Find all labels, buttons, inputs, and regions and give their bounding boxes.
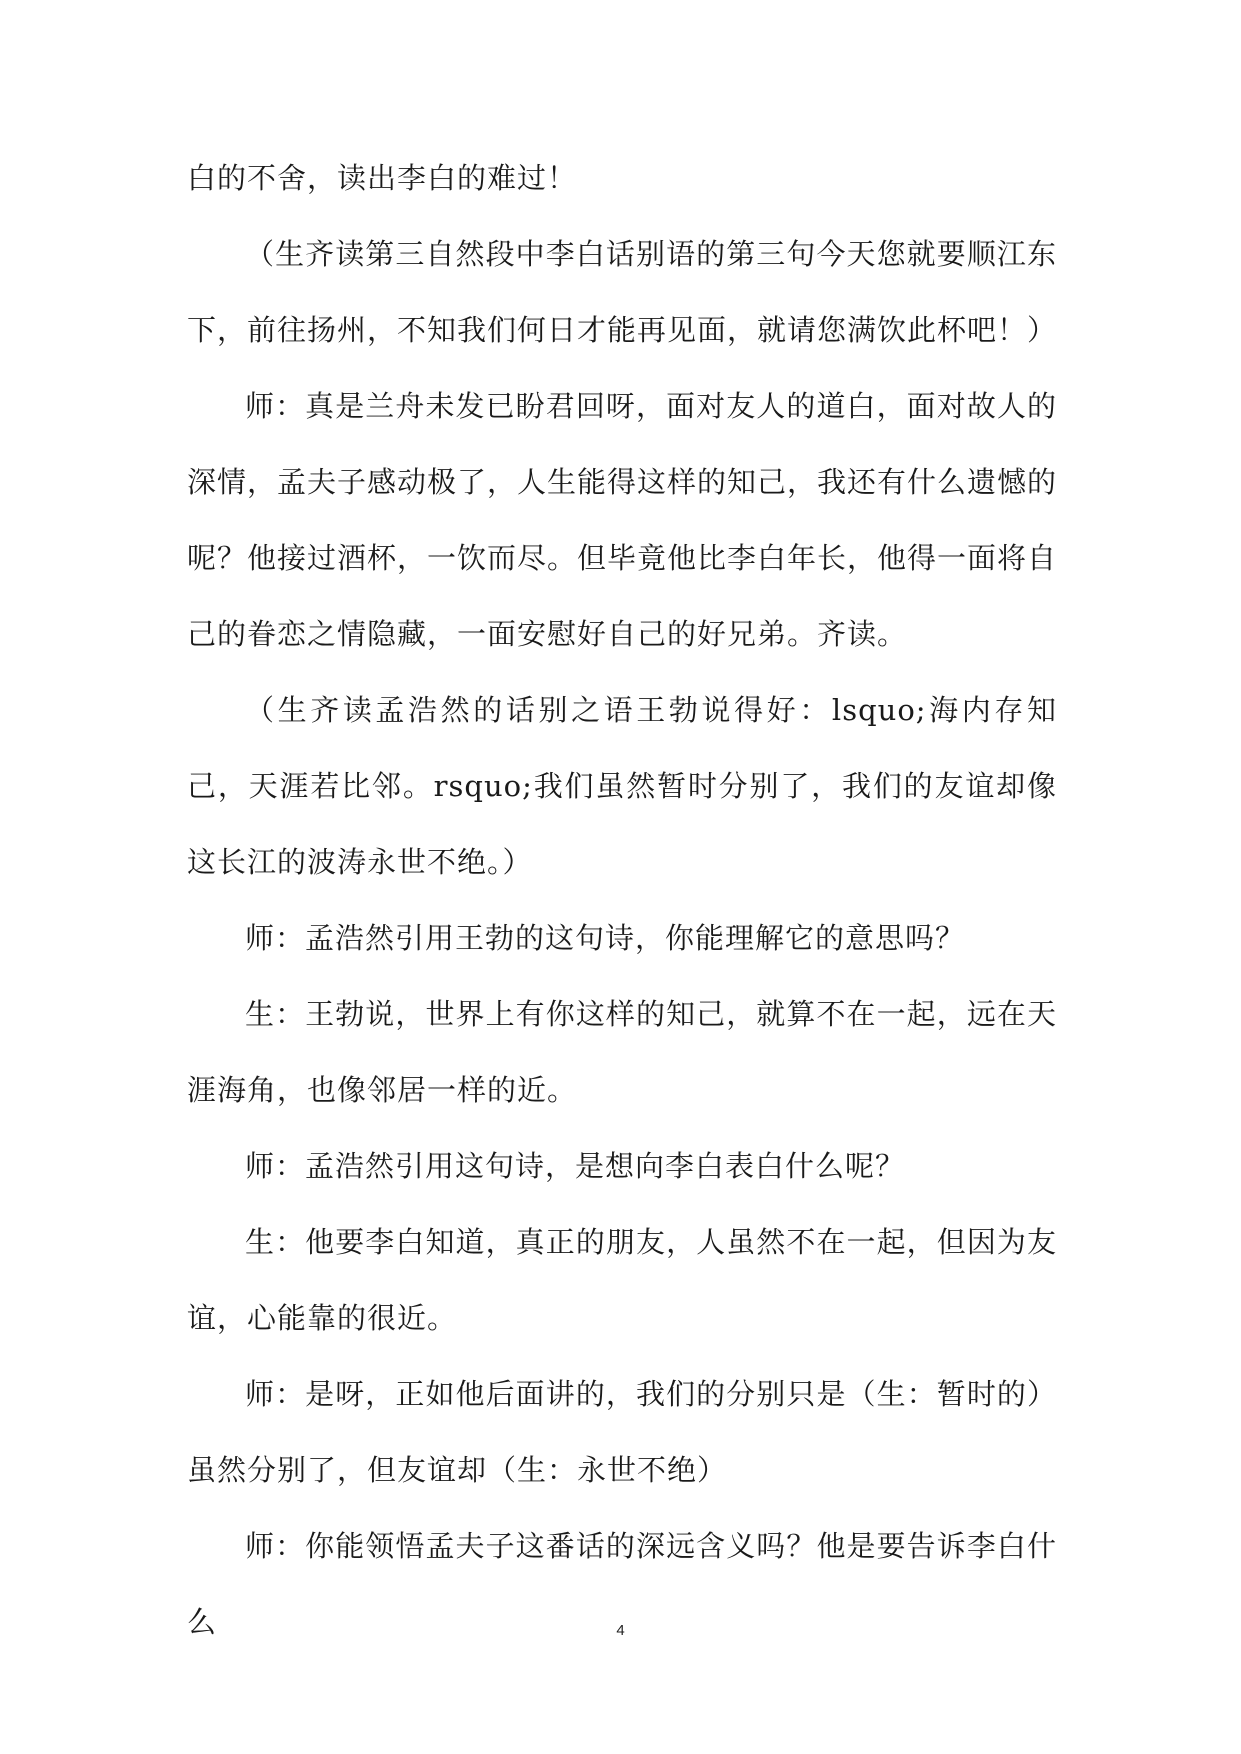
paragraph: （生齐读第三自然段中李白话别语的第三句今天您就要顺江东下，前往扬州，不知我们何日才能再见面，就请您满饮此杯吧！） <box>187 237 1058 347</box>
paragraph: （生齐读孟浩然的话别之语王勃说得好：lsquo;海内存知己，天涯若比邻。rsquo;我们虽然暂时分别了，我们的友谊却像这长江的波涛永世不绝。） <box>187 693 1057 879</box>
paragraph: 生：他要李白知道，真正的朋友，人虽然不在一起，但因为友谊，心能靠的很近。 <box>187 1225 1057 1335</box>
paragraph: 师：孟浩然引用这句诗，是想向李白表白什么呢？ <box>245 1149 906 1183</box>
paragraph: 师：你能领悟孟夫子这番话的深远含义吗？他是要告诉李白什么 <box>187 1529 1057 1639</box>
paragraph: 生：王勃说，世界上有你这样的知己，就算不在一起，远在天涯海角，也像邻居一样的近。 <box>187 997 1057 1107</box>
page-body <box>187 140 1057 1660</box>
paragraph: 师：是呀，正如他后面讲的，我们的分别只是（生：暂时的）虽然分别了，但友谊却（生：永世不绝） <box>187 1377 1057 1487</box>
paragraph: 师：真是兰舟未发已盼君回呀，面对友人的道白，面对故人的深情，孟夫子感动极了，人生能得这样的知己，我还有什么遗憾的呢？他接过酒杯，一饮而尽。但毕竟他比李白年长，他得一面将自己的眷恋之情隐藏，一面安慰好自己的好兄弟。齐读。 <box>187 389 1058 651</box>
paragraph: 白的不舍，读出李白的难过！ <box>187 161 578 195</box>
page-number: 4 <box>616 1622 625 1639</box>
paragraph: 师：孟浩然引用王勃的这句诗，你能理解它的意思吗？ <box>245 921 966 955</box>
